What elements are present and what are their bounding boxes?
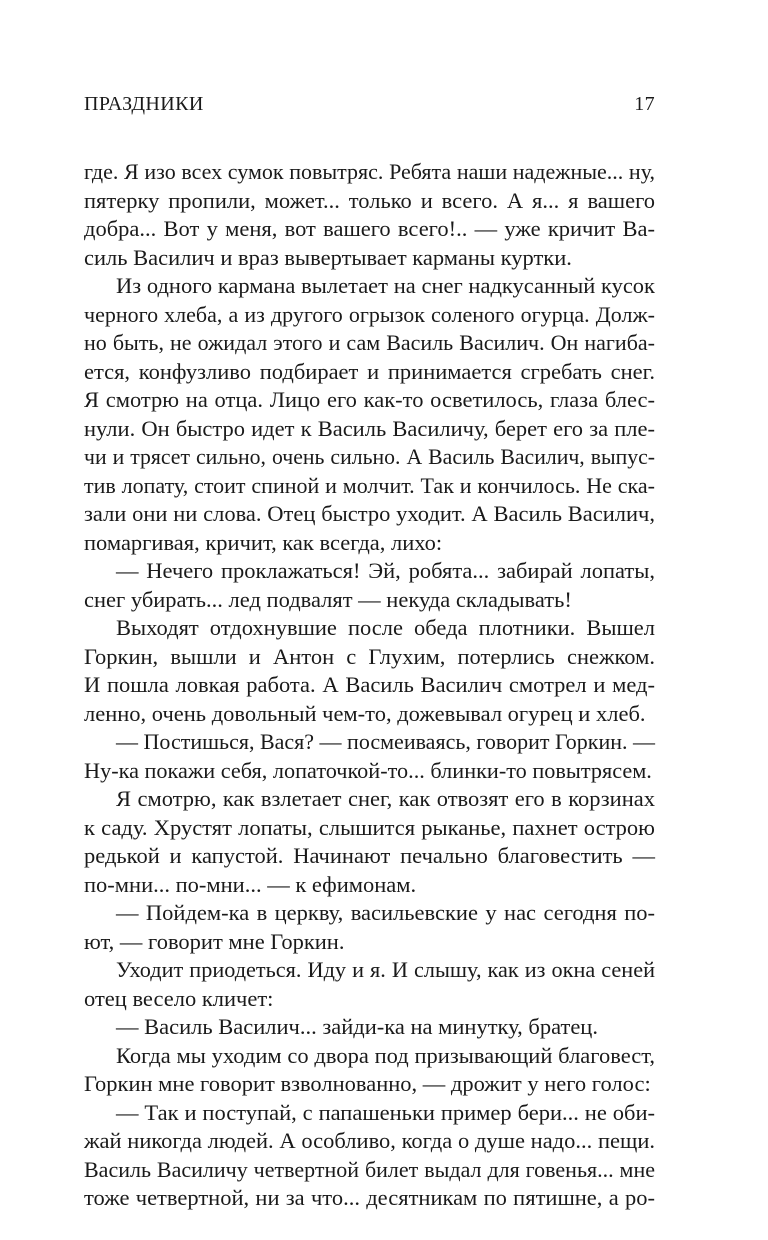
text-line: черного хлеба, а из другого огрызок соленого огурца. Долж- xyxy=(84,301,655,327)
text-line: Я смотрю, как взлетает снег, как отвозят его в корзинах xyxy=(116,786,655,811)
page-number: 17 xyxy=(634,93,655,115)
text-line: тоже четвертной, ни за что... десятникам по пятишне, а ро- xyxy=(84,1185,655,1210)
text-line: добра... Вот у меня, вот вашего всего!.. — уже кричит Ва- xyxy=(84,216,655,241)
text-line: Когда мы уходим со двора под призывающий благовест, xyxy=(116,1042,655,1068)
text-line: к саду. Хрустят лопаты, слышится рыканье, пахнет острою xyxy=(84,814,655,840)
text-line: зали они ни слова. Отец быстро уходит. А Василь Василич, xyxy=(84,501,655,526)
text-line: где. Я изо всех сумок повытряс. Ребята наши надежные... ну, xyxy=(84,159,655,184)
text-line: — Пойдем-ка в церкву, васильевские у нас сегодня по- xyxy=(116,900,655,925)
text-line: нули. Он быстро идет к Василь Василичу, берет его за пле- xyxy=(84,415,655,441)
text-line: ленно, очень довольный чем-то, дожевывал огурец и хлеб. xyxy=(84,700,646,726)
text-line: Василь Василичу четвертной билет выдал для говенья... мне xyxy=(84,1156,655,1182)
text-line: Выходят отдохнувшие после обеда плотники. Вышел xyxy=(116,615,655,640)
text-line: Из одного кармана вылетает на снег надкусанный кусок xyxy=(116,273,655,298)
text-line: редькой и капустой. Начинают печально благовестить — xyxy=(84,843,655,868)
running-head xyxy=(84,93,655,123)
text-line: И пошла ловкая работа. А Василь Василич смотрел и мед- xyxy=(84,672,655,697)
text-line: снег убирать... лед подвалят — некуда складывать! xyxy=(84,586,572,612)
text-line: тив лопату, стоит спиной и молчит. Так и кончилось. Не ска- xyxy=(84,472,655,498)
text-line: Горкин мне говорит взволнованно, — дрожит у него голос: xyxy=(84,1071,651,1096)
text-line: по-мни... по-мни... — к ефимонам. xyxy=(84,871,417,897)
text-line: — Нечего проклажаться! Эй, робята... забирай лопаты, xyxy=(116,558,655,583)
text-line: отец весело кличет: xyxy=(84,985,274,1011)
text-line: — Василь Василич... зайди-ка на минутку, братец. xyxy=(116,1014,598,1039)
text-line: Ну-ка покажи себя, лопаточкой-то... блинки-то повытрясем. xyxy=(84,757,652,783)
text-line: чи и трясет сильно, очень сильно. А Василь Василич, выпус- xyxy=(84,445,655,469)
text-line: — Постишься, Вася? — посмеиваясь, говорит Горкин. — xyxy=(116,729,655,754)
text-line: ют, — говорит мне Горкин. xyxy=(84,928,345,954)
text-line: Я смотрю на отца. Лицо его как-то осветилось, глаза блес- xyxy=(84,387,655,412)
text-line: пятерку пропили, может... только и всего. А я... я вашего xyxy=(84,187,655,213)
text-line: но быть, не ожидал этого и сам Василь Василич. Он нагиба- xyxy=(84,330,655,355)
text-line: Уходит приодеться. Иду и я. И слышу, как из окна сеней xyxy=(116,957,655,982)
body-text xyxy=(84,158,655,1213)
text-line: Горкин, вышли и Антон с Глухим, потерлись снежком. xyxy=(84,643,655,669)
text-line: помаргивая, кричит, как всегда, лихо: xyxy=(84,529,443,555)
text-line: жай никогда людей. А особливо, когда о душе надо... пещи. xyxy=(84,1128,655,1153)
text-line: — Так и поступай, с папашеньки пример бери... не оби- xyxy=(116,1099,655,1125)
text-line: ется, конфузливо подбирает и принимается сгребать снег. xyxy=(84,358,655,384)
text-line: силь Василич и враз вывертывает карманы куртки. xyxy=(84,244,572,270)
running-title: ПРАЗДНИКИ xyxy=(84,93,204,115)
